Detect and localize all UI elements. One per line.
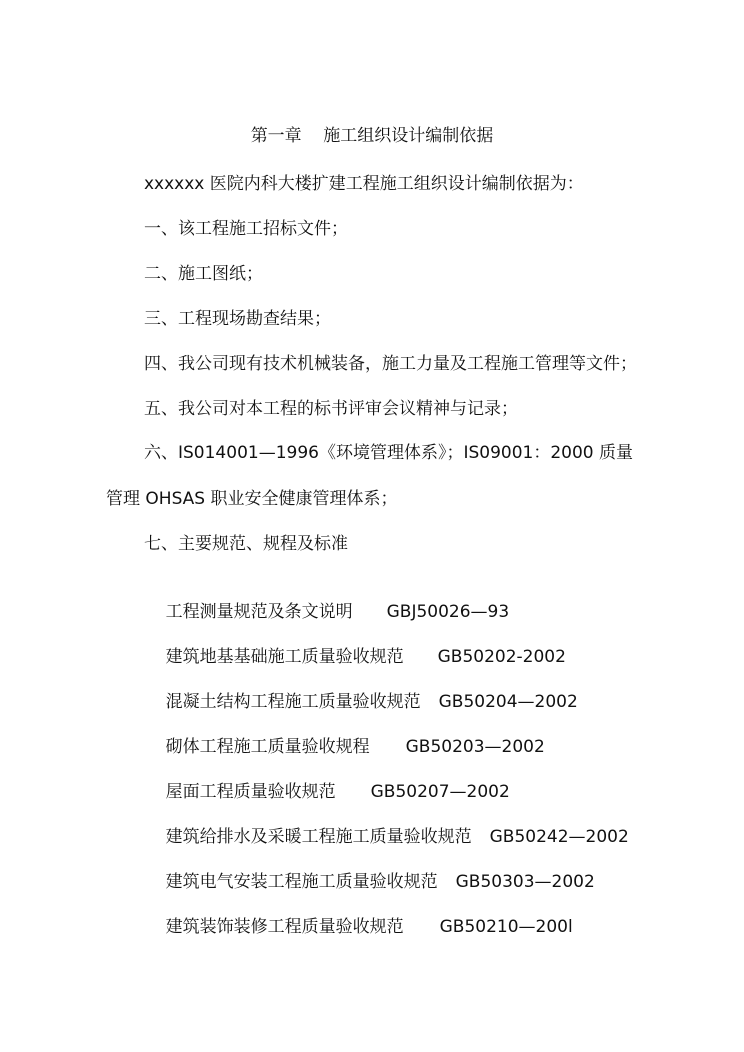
standard-name: 建筑地基基础施工质量验收规范 bbox=[165, 647, 404, 667]
standard-name: 屋面工程质量验收规范 bbox=[165, 782, 336, 802]
chapter-title: 第一章 施工组织设计编制依据 bbox=[250, 126, 494, 146]
standard-code: GBJ50026—93 bbox=[386, 602, 510, 622]
basis-item-4: 四、我公司现有技术机械装备，施工力量及工程施工管理等文件； bbox=[144, 354, 637, 374]
basis-item-3: 三、工程现场勘查结果； bbox=[144, 309, 331, 329]
intro-paragraph: xxxxxx 医院内科大楼扩建工程施工组织设计编制依据为： bbox=[144, 174, 584, 194]
standard-name: 建筑电气安装工程施工质量验收规范 bbox=[165, 872, 438, 892]
basis-item-5: 五、我公司对本工程的标书评审会议精神与记录； bbox=[144, 399, 518, 419]
standard-name: 混凝土结构工程施工质量验收规范 bbox=[165, 692, 421, 712]
basis-item-6-continuation: 管理 OHSAS 职业安全健康管理体系； bbox=[106, 489, 398, 509]
standard-name: 建筑装饰装修工程质量验收规范 bbox=[165, 917, 404, 937]
standard-code: GB50202-2002 bbox=[437, 647, 566, 667]
standard-code: GB50210—200l bbox=[439, 917, 573, 937]
standard-name: 建筑给排水及采暖工程施工质量验收规范 bbox=[165, 827, 472, 847]
basis-item-6: 六、IS014001—1996《环境管理体系》；IS09001：2000 质量 bbox=[144, 443, 634, 463]
basis-item-7: 七、主要规范、规程及标准 bbox=[144, 534, 348, 554]
standard-code: GB50242—2002 bbox=[489, 827, 629, 847]
standard-name: 砌体工程施工质量验收规程 bbox=[165, 737, 370, 757]
standard-code: GB50204—2002 bbox=[438, 692, 578, 712]
standard-code: GB50303—2002 bbox=[455, 872, 595, 892]
standard-row bbox=[144, 891, 573, 963]
basis-item-2: 二、施工图纸； bbox=[144, 264, 263, 284]
standard-name: 工程测量规范及条文说明 bbox=[165, 602, 353, 622]
standard-code: GB50203—2002 bbox=[405, 737, 545, 757]
standard-code: GB50207—2002 bbox=[370, 782, 510, 802]
basis-item-1: 一、该工程施工招标文件； bbox=[144, 219, 348, 239]
